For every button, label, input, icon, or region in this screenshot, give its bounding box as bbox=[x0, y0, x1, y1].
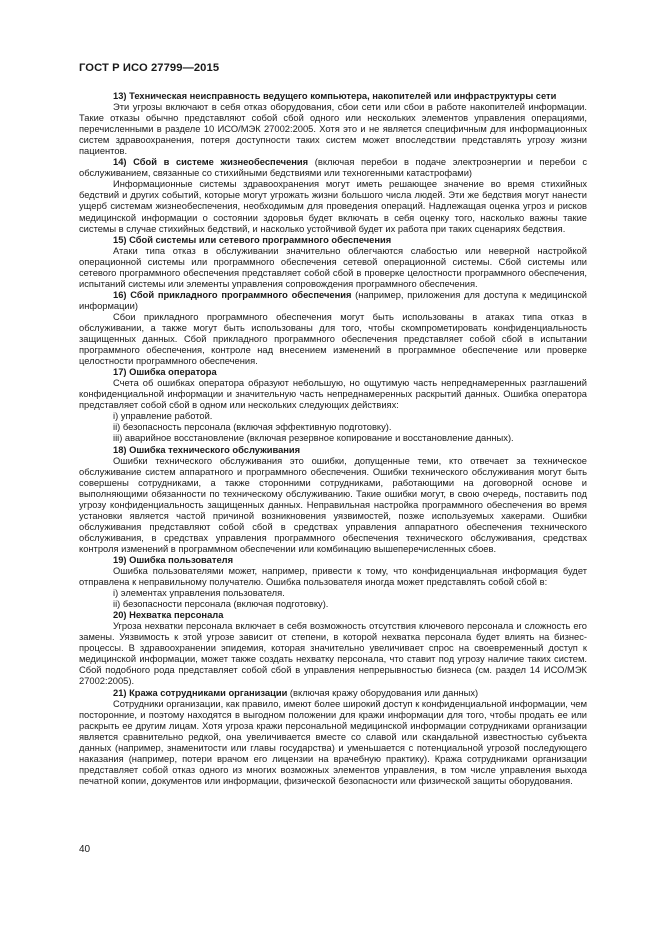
section-heading bbox=[79, 290, 587, 312]
section-heading-note: (включая кражу оборудования или данных) bbox=[287, 687, 479, 698]
section-heading-title: 20) Нехватка персонала bbox=[113, 610, 224, 621]
section-heading-note: (включая перебои в подаче электроэнергии и перебои с обслуживанием, связанные со стихийными бедствиями или техногенными катастрофами) bbox=[79, 157, 588, 179]
list-item: ii) безопасности персонала (включая подготовку). bbox=[113, 599, 329, 610]
section-heading bbox=[79, 555, 587, 566]
section-heading bbox=[79, 235, 587, 246]
section-heading-title: 15) Сбой системы или сетевого программного обеспечения bbox=[113, 234, 392, 245]
body-paragraph: Сбои прикладного программного обеспечения могут быть использованы в атаках типа отказ в обслуживании, а также могут быть использованы для того, чтобы скомпрометировать конфиденциальность защищенных данных. Сбой прикладного программного обеспечения представляет собой сбой в испытании программного обеспечения, контроле над внесением изменений в программное обеспечение или проверке целостности программного обеспечения. bbox=[79, 311, 587, 367]
page-number: 40 bbox=[79, 844, 91, 855]
section-heading-title: 18) Ошибка технического обслуживания bbox=[113, 444, 301, 455]
body-paragraph: Сотрудники организации, как правило, имеют более широкий доступ к конфиденциальной информации, чем посторонние, и поэтому находятся в выгодном положении для кражи информации для того, чтобы продать ее или раскрыть ее другим лицам. Хотя угроза кражи персональной медицинской информации сотрудниками организации является сравнительно редкой, она увеличивается вместе со славой или скандальной известностью субъекта данных (например, знаменитости или главы государства) и уменьшается с потенциальной угрозой последующего наказания (например, потери врачом его лицензии на врачебную практику). Кража сотрудниками организации представляет собой отказ одного из многих возможных элементов управления, в том числе управления выхода печатной копии, документов или информации, физической безопасности или физической защиты оборудования. bbox=[79, 698, 587, 786]
section-heading bbox=[79, 367, 587, 378]
section-heading bbox=[79, 91, 587, 102]
body-paragraph: Угроза нехватки персонала включает в себя возможность отсутствия ключевого персонала и сложность его замены. Уязвимость к этой угрозе зависит от степени, в которой нехватка персонала будет влиять на бизнес-процессы. В здравоохранении эпидемия, которая значительно увеличивает спрос на своевременный доступ к медицинской информации, может также создать нехватку персонала, что ставит под угрозу наличие таких систем. Сбой подобного рода представляет собой сбой в управления непрерывностью бизнеса (см. раздел 14 ИСО/МЭК 27002:2005). bbox=[79, 621, 587, 687]
section-heading bbox=[79, 157, 587, 179]
section-heading-note: (например, приложения для доступа к медицинской информации) bbox=[79, 289, 587, 311]
list-item: iii) аварийное восстановление (включая резервное копирование и восстановление данных). bbox=[113, 433, 514, 444]
body-paragraph: Атаки типа отказ в обслуживании значительно облегчаются слабостью или неверной настройкой операционной системы или программного обеспечения сетевой операционной системы. Сбой системы или сетевого программного обеспечения представляет собой сбой в проверке целостности программного обеспечения, испытаний системы или элементы управления сопровождения программного обеспечения. bbox=[79, 245, 587, 289]
body-paragraph: Ошибка пользователями может, например, привести к тому, что конфиденциальная информация будет отправлена к неправильному получателю. Ошибка пользователя иногда может представлять собой сбой в: bbox=[79, 566, 587, 588]
list-item: i) элементах управления пользователя. bbox=[113, 588, 285, 599]
body-paragraph: Ошибки технического обслуживания это ошибки, допущенные теми, кто отвечает за техническое обслуживание систем аппаратного и программного обеспечения. Ошибки технического обслуживания могут быть совершены сотрудниками, а также сторонними сотрудниками, работающими на договорной основе и выполняющими обязанности по техническому обслуживанию. Такие ошибки могут, в свою очередь, поставить под угрозу конфиденциальность защищенных данных. Неправильная настройка программного обеспечения во время установки является частой причиной возникновения уязвимостей, позже используемых хакерами. Ошибки обслуживания представляют собой сбой в средствах управления аппаратного обеспечения технического обслуживания, в средствах управления программного обеспечения технического обслуживания, средствах контроля изменений в программном обеспечении или комбинацию вышеперечисленных сбоев. bbox=[79, 455, 587, 554]
section-heading-title: 17) Ошибка оператора bbox=[113, 367, 217, 378]
section-heading-title: 13) Техническая неисправность ведущего компьютера, накопителей или инфраструктуры сети bbox=[113, 91, 557, 101]
section-heading bbox=[79, 610, 587, 621]
list-item: ii) безопасность персонала (включая эффективную подготовку). bbox=[113, 422, 392, 433]
standard-header: ГОСТ Р ИСО 27799—2015 bbox=[79, 62, 220, 74]
body-paragraph: Эти угрозы включают в себя отказ оборудования, сбои сети или сбои в работе накопителей информации. Такие отказы обычно представляют собой сбой одного или нескольких элементов управления операциями, перечисленными в разделе 10 ИСО/МЭК 27002:2005. Хотя это и не является специфичным для информационных систем здравоохранения, потеря доступности таких систем может впоследствии представлять угрозу жизни пациентов. bbox=[79, 102, 587, 157]
section-heading-title: 14) Сбой в системе жизнеобеспечения bbox=[113, 157, 309, 168]
list-item: i) управление работой. bbox=[113, 411, 213, 422]
section-heading-title: 21) Кража сотрудниками организации bbox=[113, 687, 288, 698]
section-heading-title: 16) Сбой прикладного программного обеспечения bbox=[113, 289, 352, 300]
body-paragraph: Счета об ошибках оператора образуют небольшую, но ощутимую часть непреднамеренных разглашений конфиденциальной информации и значительную часть непреднамеренных раскрытий данных. Ошибка оператора представляет собой сбой в одном или нескольких следующих действиях: bbox=[79, 378, 587, 411]
document-body bbox=[79, 91, 587, 787]
section-heading bbox=[79, 445, 587, 456]
section-heading-title: 19) Ошибка пользователя bbox=[113, 554, 234, 565]
body-paragraph: Информационные системы здравоохранения могут иметь решающее значение во время стихийных бедствий и других событий, которые могут угрожать жизни большого числа людей. Эти же бедствия могут нанести ущерб системам жизнеобеспечения, необходимым для проведения операций. Надлежащая оценка угроз и рисков медицинской информации о состоянии здоровья будет включать в себя оценку того, насколько важны такие системы в случае стихийных бедствий, и насколько устойчивой будет их работа при таких сценариях бедствия. bbox=[79, 179, 587, 234]
section-heading bbox=[79, 688, 587, 699]
